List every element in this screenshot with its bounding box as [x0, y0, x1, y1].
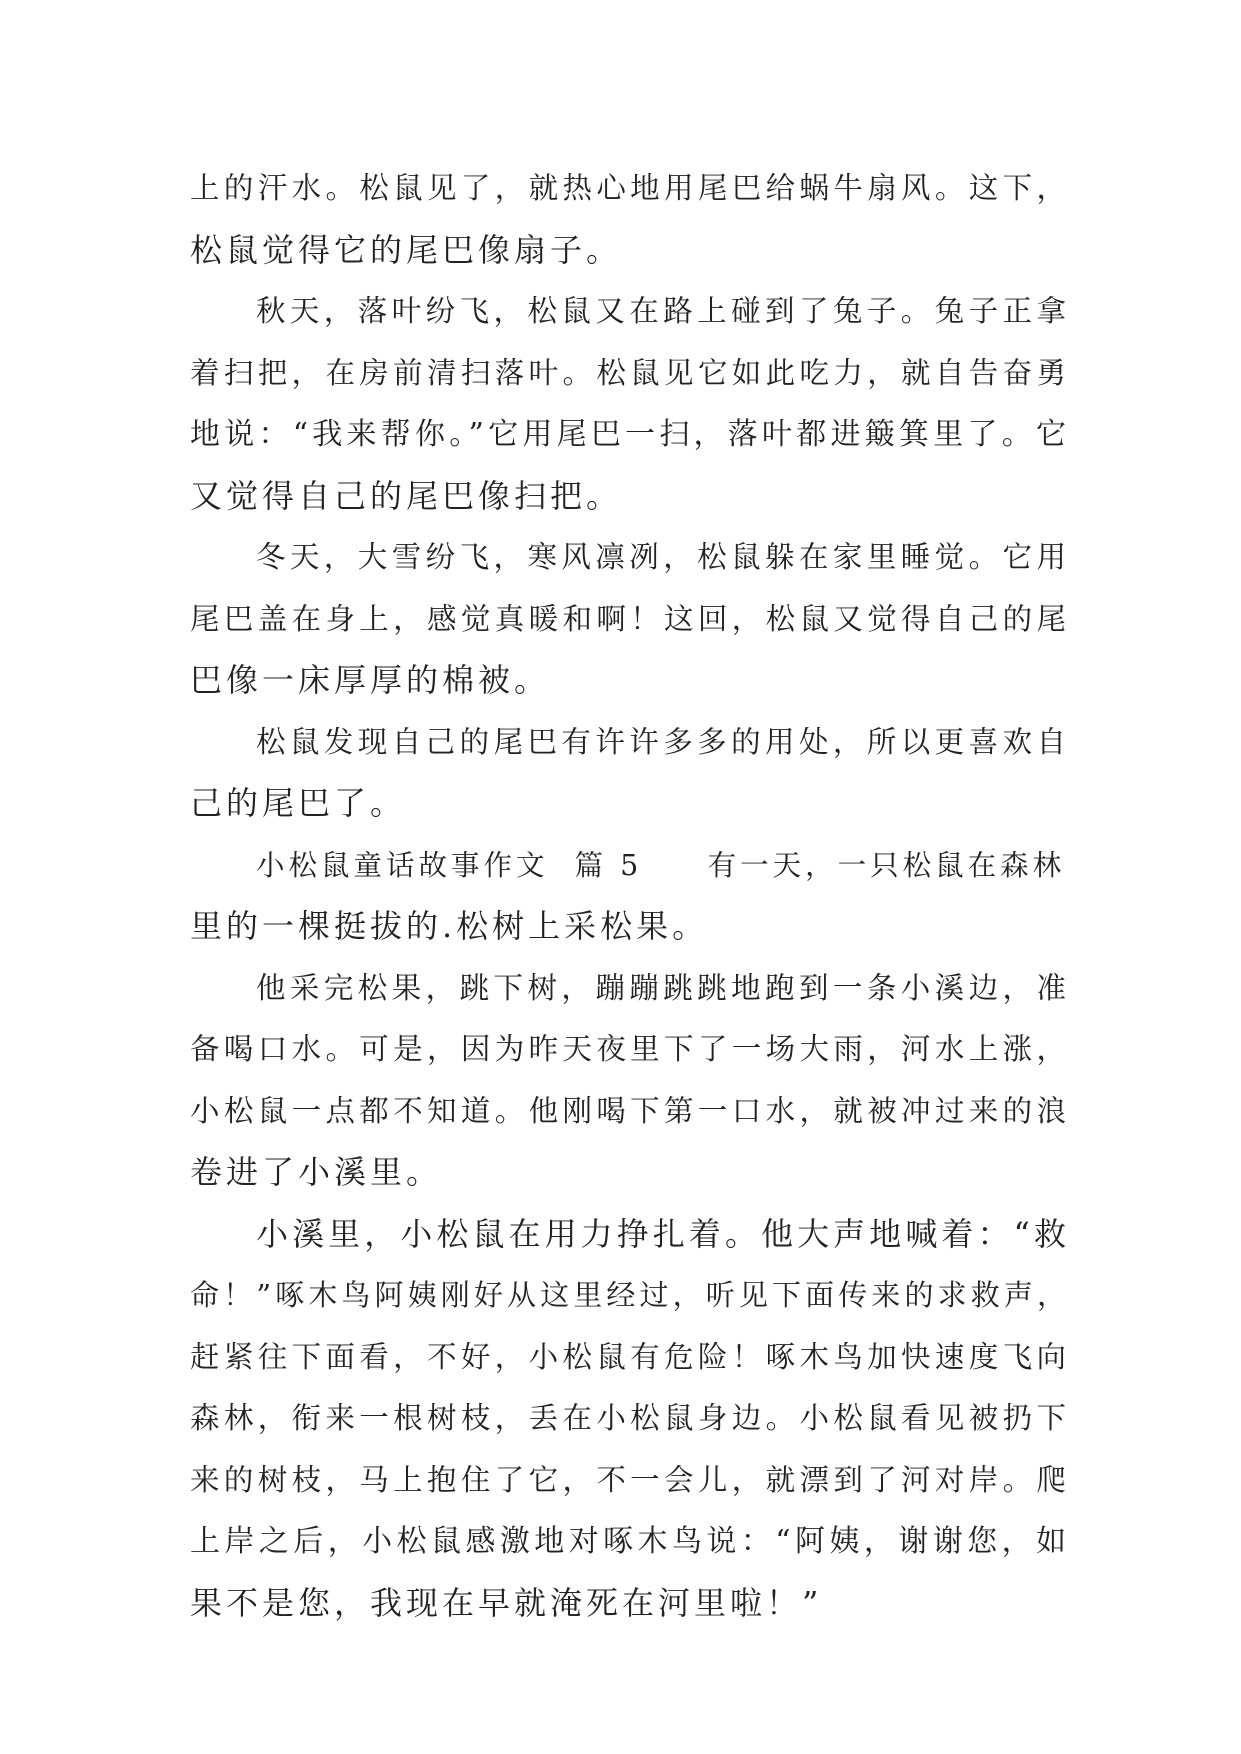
text-line: 赶紧往下面看，不好，小松鼠有危险！啄木鸟加快速度飞向 [190, 1339, 1070, 1374]
text-line: 松鼠觉得它的尾巴像扇子。 [190, 230, 623, 269]
text-line: 又觉得自己的尾巴像扫把。 [190, 476, 623, 515]
text-line: 他采完松果，跳下树，蹦蹦跳跳地跑到一条小溪边，准 [256, 970, 1070, 1005]
text-line: 果不是您，我现在早就淹死在河里啦！” [190, 1583, 823, 1622]
text-line: 尾巴盖在身上，感觉真暖和啊！这回，松鼠又觉得自己的尾 [190, 601, 1070, 636]
text-line: 巴像一床厚厚的棉被。 [190, 661, 551, 699]
story-text [190, 158, 1070, 1634]
text-line: 地说：“我来帮你。”它用尾巴一扫，落叶都进簸箕里了。它 [190, 417, 1070, 452]
text-line: 来的树枝，马上抱住了它，不一会儿，就漂到了河对岸。爬 [190, 1462, 1070, 1497]
text-line: 备喝口水。可是，因为昨天夜里下了一场大雨，河水上涨， [190, 1032, 1070, 1066]
text-line: 小松鼠一点都不知道。他刚喝下第一口水，就被冲过来的浪 [190, 1093, 1070, 1128]
text-line: 命！”啄木鸟阿姨刚好从这里经过，听见下面传来的求救声， [190, 1278, 1070, 1312]
text-line: 冬天，大雪纷飞，寒风凛冽，松鼠躲在家里睡觉。它用 [256, 540, 1070, 574]
text-line: 森林，衔来一根树枝，丢在小松鼠身边。小松鼠看见被扔下 [190, 1401, 1070, 1435]
text-line: 秋天，落叶纷飞，松鼠又在路上碰到了兔子。兔子正拿 [256, 294, 1070, 328]
text-line: 己的尾巴了。 [190, 784, 407, 822]
text-line: 着扫把，在房前清扫落叶。松鼠见它如此吃力，就自告奋勇 [190, 355, 1070, 390]
text-line: 卷进了小溪里。 [190, 1153, 443, 1191]
section-heading-line: 小松鼠童话故事作文 篇 5 有一天，一只松鼠在森林 [256, 848, 1066, 882]
text-line: 松鼠发现自己的尾巴有许许多多的用处，所以更喜欢自 [256, 724, 1070, 759]
text-line: 里的一棵挺拔的.松树上采松果。 [190, 907, 709, 945]
text-line: 上的汗水。松鼠见了，就热心地用尾巴给蜗牛扇风。这下， [190, 171, 1070, 205]
text-line: 上岸之后，小松鼠感激地对啄木鸟说：“阿姨，谢谢您，如 [190, 1524, 1070, 1559]
text-line: 小溪里，小松鼠在用力挣扎着。他大声地喊着：“救 [256, 1214, 1070, 1253]
